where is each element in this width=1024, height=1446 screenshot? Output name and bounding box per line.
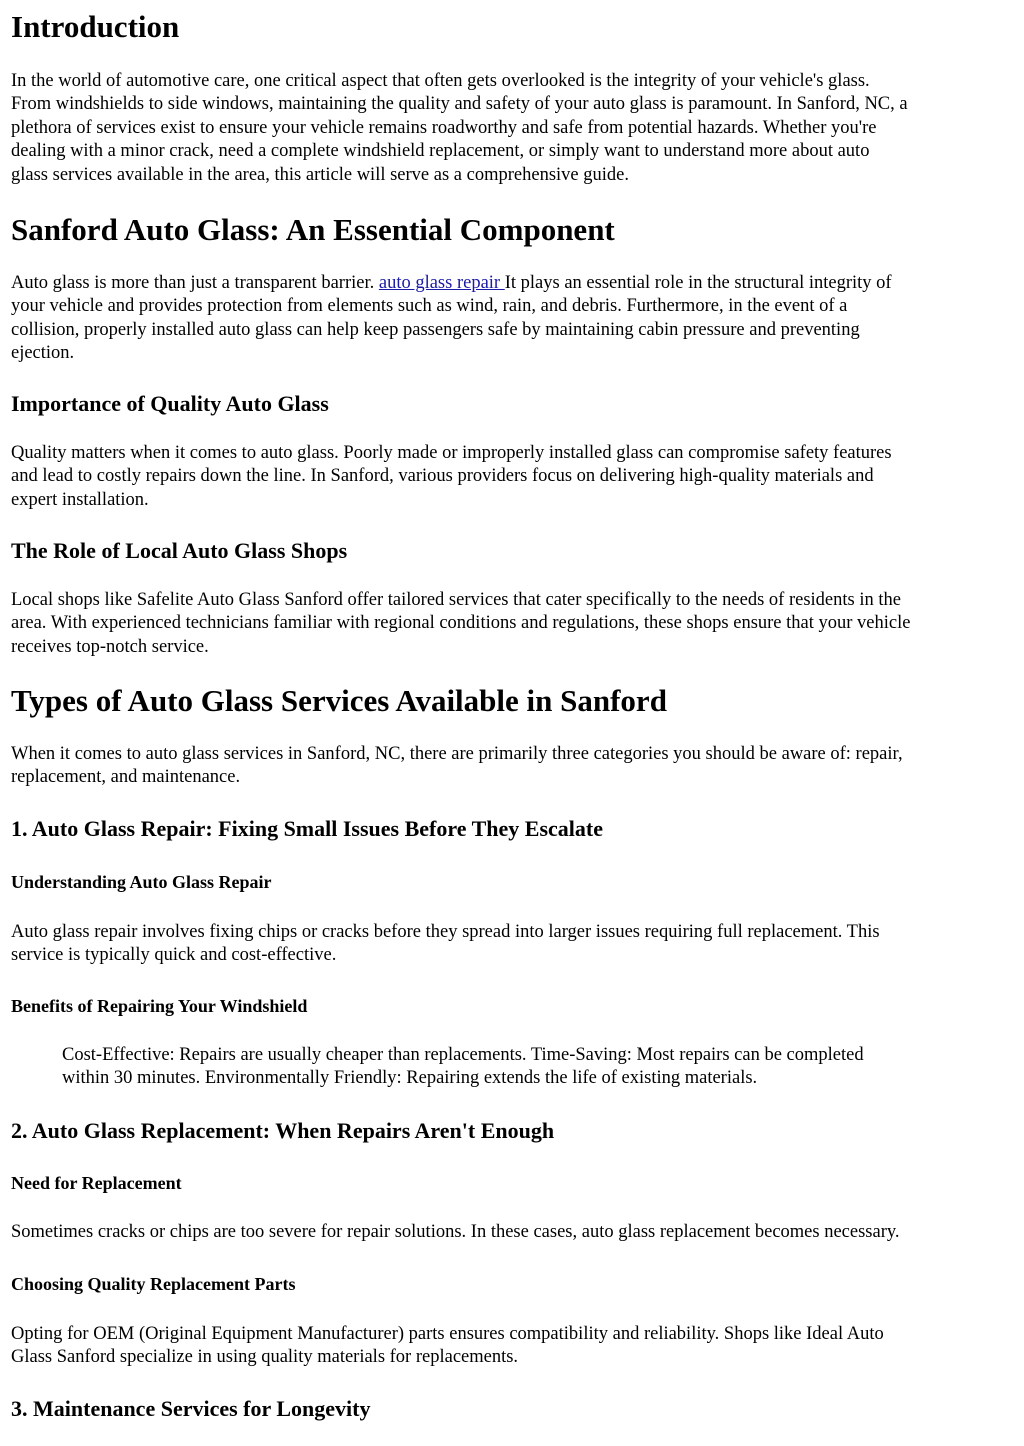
types-paragraph — [11, 743, 1016, 790]
importance-line: Quality matters when it comes to auto glass. Poorly made or improperly installed glass can compromise safety features — [11, 443, 892, 463]
local-shops-heading: The Role of Local Auto Glass Shops — [11, 538, 348, 563]
local-shops-line: Local shops like Safelite Auto Glass Sanford offer tailored services that cater specifically to the needs of residents in the — [11, 590, 901, 610]
intro-line: From windshields to side windows, maintaining the quality and safety of your auto glass is paramount. In Sanford, NC, a — [11, 94, 908, 115]
understanding-repair-heading: Understanding Auto Glass Repair — [11, 872, 272, 892]
benefits-line: within 30 minutes. Environmentally Friendly: Repairing extends the life of existing materials. — [62, 1068, 758, 1089]
sanford-text-after-link: It plays an essential role in the structural integrity of — [504, 273, 892, 293]
auto-glass-repair-link[interactable]: auto glass repair — [378, 273, 505, 293]
local-shops-line: area. With experienced technicians familiar with regional conditions and regulations, these shops ensure that your vehicle — [11, 613, 911, 634]
need-replacement-heading: Need for Replacement — [11, 1173, 182, 1193]
understanding-repair-paragraph — [11, 921, 1016, 968]
intro-line: dealing with a minor crack, need a complete windshield replacement, or simply want to understand more about auto — [11, 141, 870, 162]
repair-heading: 1. Auto Glass Repair: Fixing Small Issues Before They Escalate — [11, 816, 603, 841]
benefits-list — [62, 1044, 1016, 1091]
intro-line: glass services available in the area, this article will serve as a comprehensive guide. — [11, 164, 629, 185]
benefits-line: Cost-Effective: Repairs are usually cheaper than replacements. Time-Saving: Most repairs can be completed — [62, 1045, 864, 1065]
sanford-paragraph — [11, 272, 1016, 366]
importance-line: and lead to costly repairs down the line. In Sanford, various providers focus on delivering high-quality materials and — [11, 466, 874, 487]
types-line: When it comes to auto glass services in Sanford, NC, there are primarily three categories you should be aware of: repair, — [11, 744, 903, 764]
intro-line: In the world of automotive care, one critical aspect that often gets overlooked is the integrity of your vehicle's glass. — [11, 71, 870, 91]
types-line: replacement, and maintenance. — [11, 767, 241, 788]
understanding-repair-line: service is typically quick and cost-effective. — [11, 945, 337, 966]
local-shops-paragraph — [11, 589, 1016, 659]
need-replacement-line: Sometimes cracks or chips are too severe for repair solutions. In these cases, auto glass replacement becomes necessary. — [11, 1222, 900, 1242]
importance-line: expert installation. — [11, 489, 149, 510]
benefits-heading: Benefits of Repairing Your Windshield — [11, 996, 308, 1016]
maintenance-heading: 3. Maintenance Services for Longevity — [11, 1396, 371, 1421]
sanford-line — [11, 272, 1016, 295]
replacement-heading: 2. Auto Glass Replacement: When Repairs Aren't Enough — [11, 1118, 555, 1143]
quality-parts-line: Opting for OEM (Original Equipment Manufacturer) parts ensures compatibility and reliability. Shops like Ideal Auto — [11, 1324, 884, 1344]
intro-paragraph — [11, 70, 1016, 187]
sanford-line: ejection. — [11, 343, 75, 364]
quality-parts-paragraph — [11, 1323, 1016, 1370]
sanford-line: collision, properly installed auto glass can help keep passengers safe by maintaining cabin pressure and preventing — [11, 319, 860, 340]
importance-paragraph — [11, 442, 1016, 512]
sanford-heading: Sanford Auto Glass: An Essential Component — [11, 212, 615, 247]
sanford-line: your vehicle and provides protection from elements such as wind, rain, and debris. Furthermore, in the event of a — [11, 296, 848, 317]
intro-heading: Introduction — [11, 9, 180, 44]
quality-parts-heading: Choosing Quality Replacement Parts — [11, 1274, 296, 1294]
importance-heading: Importance of Quality Auto Glass — [11, 391, 329, 416]
types-heading: Types of Auto Glass Services Available in Sanford — [11, 683, 667, 718]
local-shops-line: receives top-notch service. — [11, 636, 209, 657]
understanding-repair-line: Auto glass repair involves fixing chips or cracks before they spread into larger issues requiring full replacement. This — [11, 922, 880, 942]
intro-line: plethora of services exist to ensure your vehicle remains roadworthy and safe from potential hazards. Whether you're — [11, 117, 877, 138]
need-replacement-paragraph — [11, 1221, 1016, 1244]
quality-parts-line: Glass Sanford specialize in using quality materials for replacements. — [11, 1347, 519, 1368]
sanford-text-before-link: Auto glass is more than just a transparent barrier. — [11, 273, 379, 293]
